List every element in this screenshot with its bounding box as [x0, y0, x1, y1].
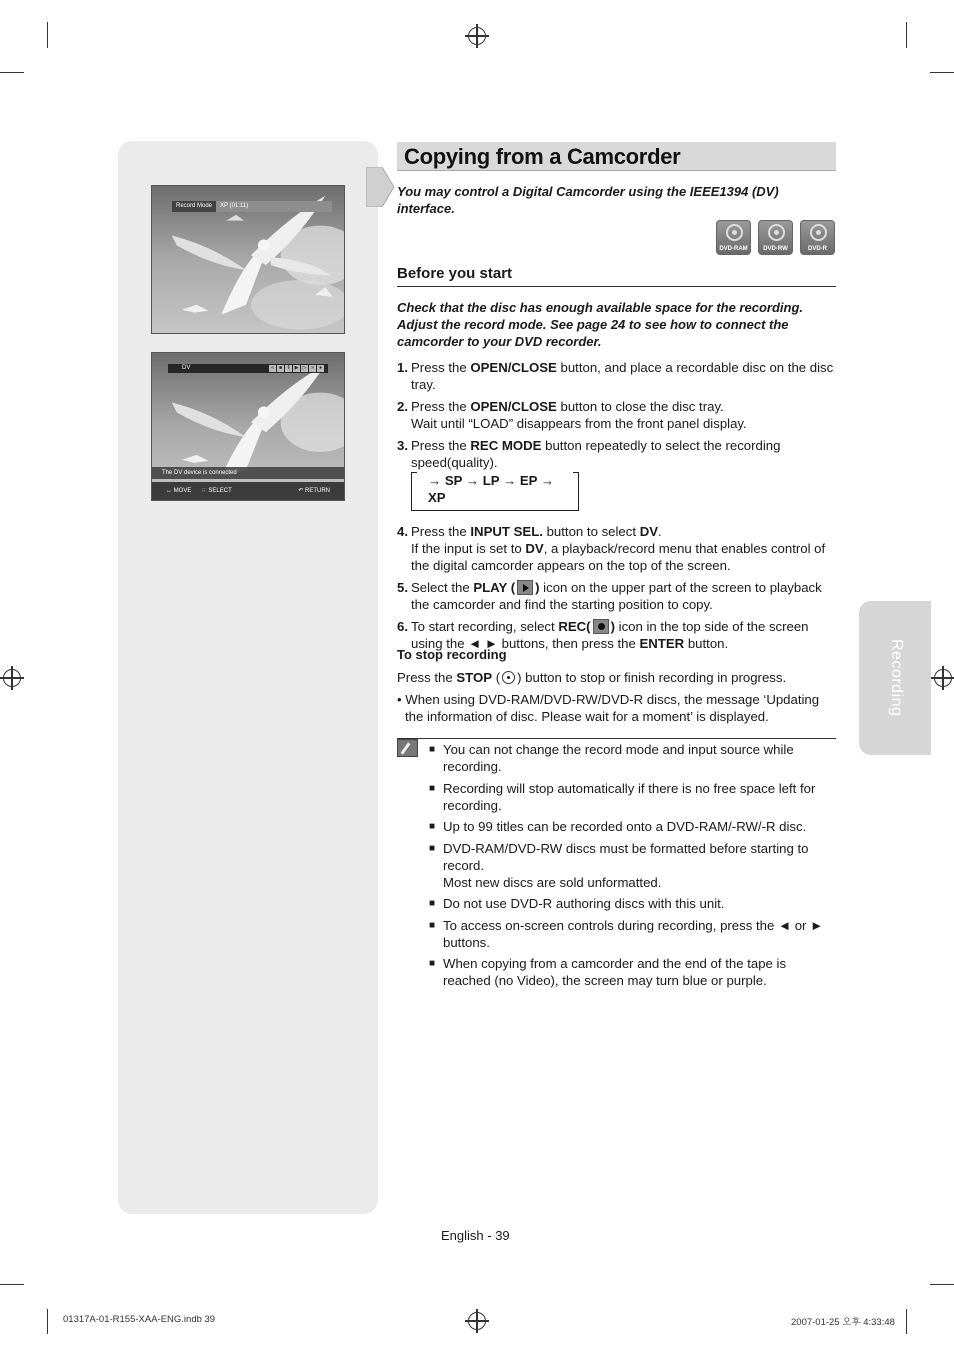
list-item: ■ Recording will stop automatically if there is no free space left for recording. — [429, 780, 816, 813]
screen-record-mode — [151, 185, 345, 334]
list-item: ■ When copying from a camcorder and the end of the tape is reached (no Video), the screen may turn blue or purple. — [429, 956, 787, 988]
step-5: 5. Select the PLAY ( ) icon on the upper part of the screen to playback the camcorder and find the starting position to copy. — [397, 580, 822, 612]
crop-mark — [930, 72, 954, 73]
intro-text: You may control a Digital Camcorder using the IEEE1394 (DV) interface. — [397, 184, 779, 216]
play-icon — [517, 580, 533, 595]
list-item: ■ To access on-screen controls during recording, press the ◄ or ► buttons. — [429, 917, 824, 950]
list-item: ■ DVD-RAM/DVD-RW discs must be formatted before starting to record. Most new discs are sold unformatted. — [429, 840, 809, 890]
stop-heading: To stop recording — [397, 647, 507, 662]
crop-mark — [47, 1309, 48, 1334]
note-pencil-icon — [397, 739, 418, 757]
arrow-tab-icon — [366, 167, 394, 207]
steps-list — [397, 359, 837, 657]
footer-file-info: 01317A-01-R155-XAA-ENG.indb 39 — [63, 1314, 216, 1325]
check-text: Check that the disc has enough available space for the recording. Adjust the record mode. See page 24 to see how to connect the camcorder to your DVD recorder. — [397, 300, 803, 349]
stop-icon[interactable]: ■ — [278, 365, 283, 371]
dvd-r-icon: DVD-R — [800, 220, 835, 255]
move-icon: ↔ — [166, 488, 174, 494]
registration-mark-icon — [468, 1312, 486, 1330]
registration-mark-icon — [3, 669, 21, 687]
list-item: ■ Do not use DVD-R authoring discs with this unit. — [429, 896, 725, 911]
disc-icons — [716, 220, 835, 255]
pause-icon[interactable]: ‖ — [285, 365, 292, 372]
title-bar — [397, 142, 836, 171]
registration-mark-icon — [468, 27, 486, 45]
play-icon[interactable]: ▶ — [294, 365, 299, 371]
select-label: SELECT — [208, 488, 232, 494]
stop-button-icon — [502, 671, 515, 684]
crop-mark — [47, 22, 48, 48]
section-side-tab — [859, 601, 931, 755]
stop-bullet: • When using DVD-RAM/DVD-RW/DVD-R discs, the message ‘Updating the information of disc. Please wait for a moment’ is displayed. — [397, 692, 820, 724]
osd-footer — [152, 482, 344, 500]
dv-connected-message: The DV device is connected — [152, 467, 344, 479]
side-tab-label: Recording — [888, 639, 905, 717]
record-icon[interactable]: ● — [318, 365, 323, 371]
note-divider — [397, 738, 836, 739]
section-heading: Before you start — [397, 265, 836, 287]
rec-icon — [593, 619, 609, 634]
record-mode-bar — [172, 201, 332, 212]
return-icon: ↶ — [298, 488, 305, 494]
record-mode-label: Record Mode — [176, 203, 213, 209]
crop-mark — [0, 1284, 24, 1285]
list-item: ■ Up to 99 titles can be recorded onto a DVD-RAM/-RW/-R disc. — [429, 819, 807, 834]
dv-transport-controls — [269, 365, 328, 372]
return-label: RETURN — [305, 488, 330, 494]
footer-timestamp: 2007-01-25 오후 4:33:48 — [791, 1317, 895, 1328]
move-label: MOVE — [173, 488, 192, 494]
dv-control-bar — [168, 364, 328, 373]
speed-sequence: → SP → LP → EP → XP — [411, 472, 579, 511]
registration-mark-icon — [934, 669, 952, 687]
stop-text: Press the STOP ( ) button to stop or finish recording in progress. — [397, 670, 787, 685]
step-6: 6. To start recording, select REC( ) icon in the top side of the screen using the ◄ ► buttons, then press the ENTER button. — [397, 619, 809, 651]
screen-dv-control — [151, 352, 345, 501]
step-1: 1. Press the OPEN/CLOSE button, and place a recordable disc on the disc tray. — [397, 360, 834, 392]
step-icon[interactable]: ▷ — [302, 365, 307, 371]
dvd-rw-icon: DVD-RW — [758, 220, 793, 255]
rewind-icon[interactable]: « — [269, 365, 276, 372]
crop-mark — [930, 1284, 954, 1285]
select-icon: ☞ — [201, 488, 209, 494]
crop-mark — [906, 1309, 907, 1334]
fast-forward-icon[interactable]: » — [309, 365, 316, 372]
list-item: ■ You can not change the record mode and input source while recording. — [429, 742, 794, 774]
step-3: 3. Press the REC MODE button repeatedly to select the recording speed(quality). → SP → LP → EP → XP — [397, 437, 837, 511]
crop-mark — [0, 72, 24, 73]
dv-source-label: DV — [182, 365, 191, 371]
dvd-ram-icon: DVD-RAM — [716, 220, 751, 255]
step-2: 2. Press the OPEN/CLOSE button to close the disc tray. Wait until “LOAD” disappears from the front panel display. — [397, 399, 747, 431]
notes-list — [429, 741, 835, 994]
crop-mark — [906, 22, 907, 48]
step-4: 4. Press the INPUT SEL. button to select DV. If the input is set to DV, a playback/record menu that enables control of the digital camcorder appears on the top of the screen. — [397, 524, 826, 573]
record-mode-value[interactable]: XP (01:11) — [216, 201, 332, 212]
page-number: English - 39 — [441, 1228, 510, 1243]
page-title: Copying from a Camcorder — [404, 144, 681, 169]
